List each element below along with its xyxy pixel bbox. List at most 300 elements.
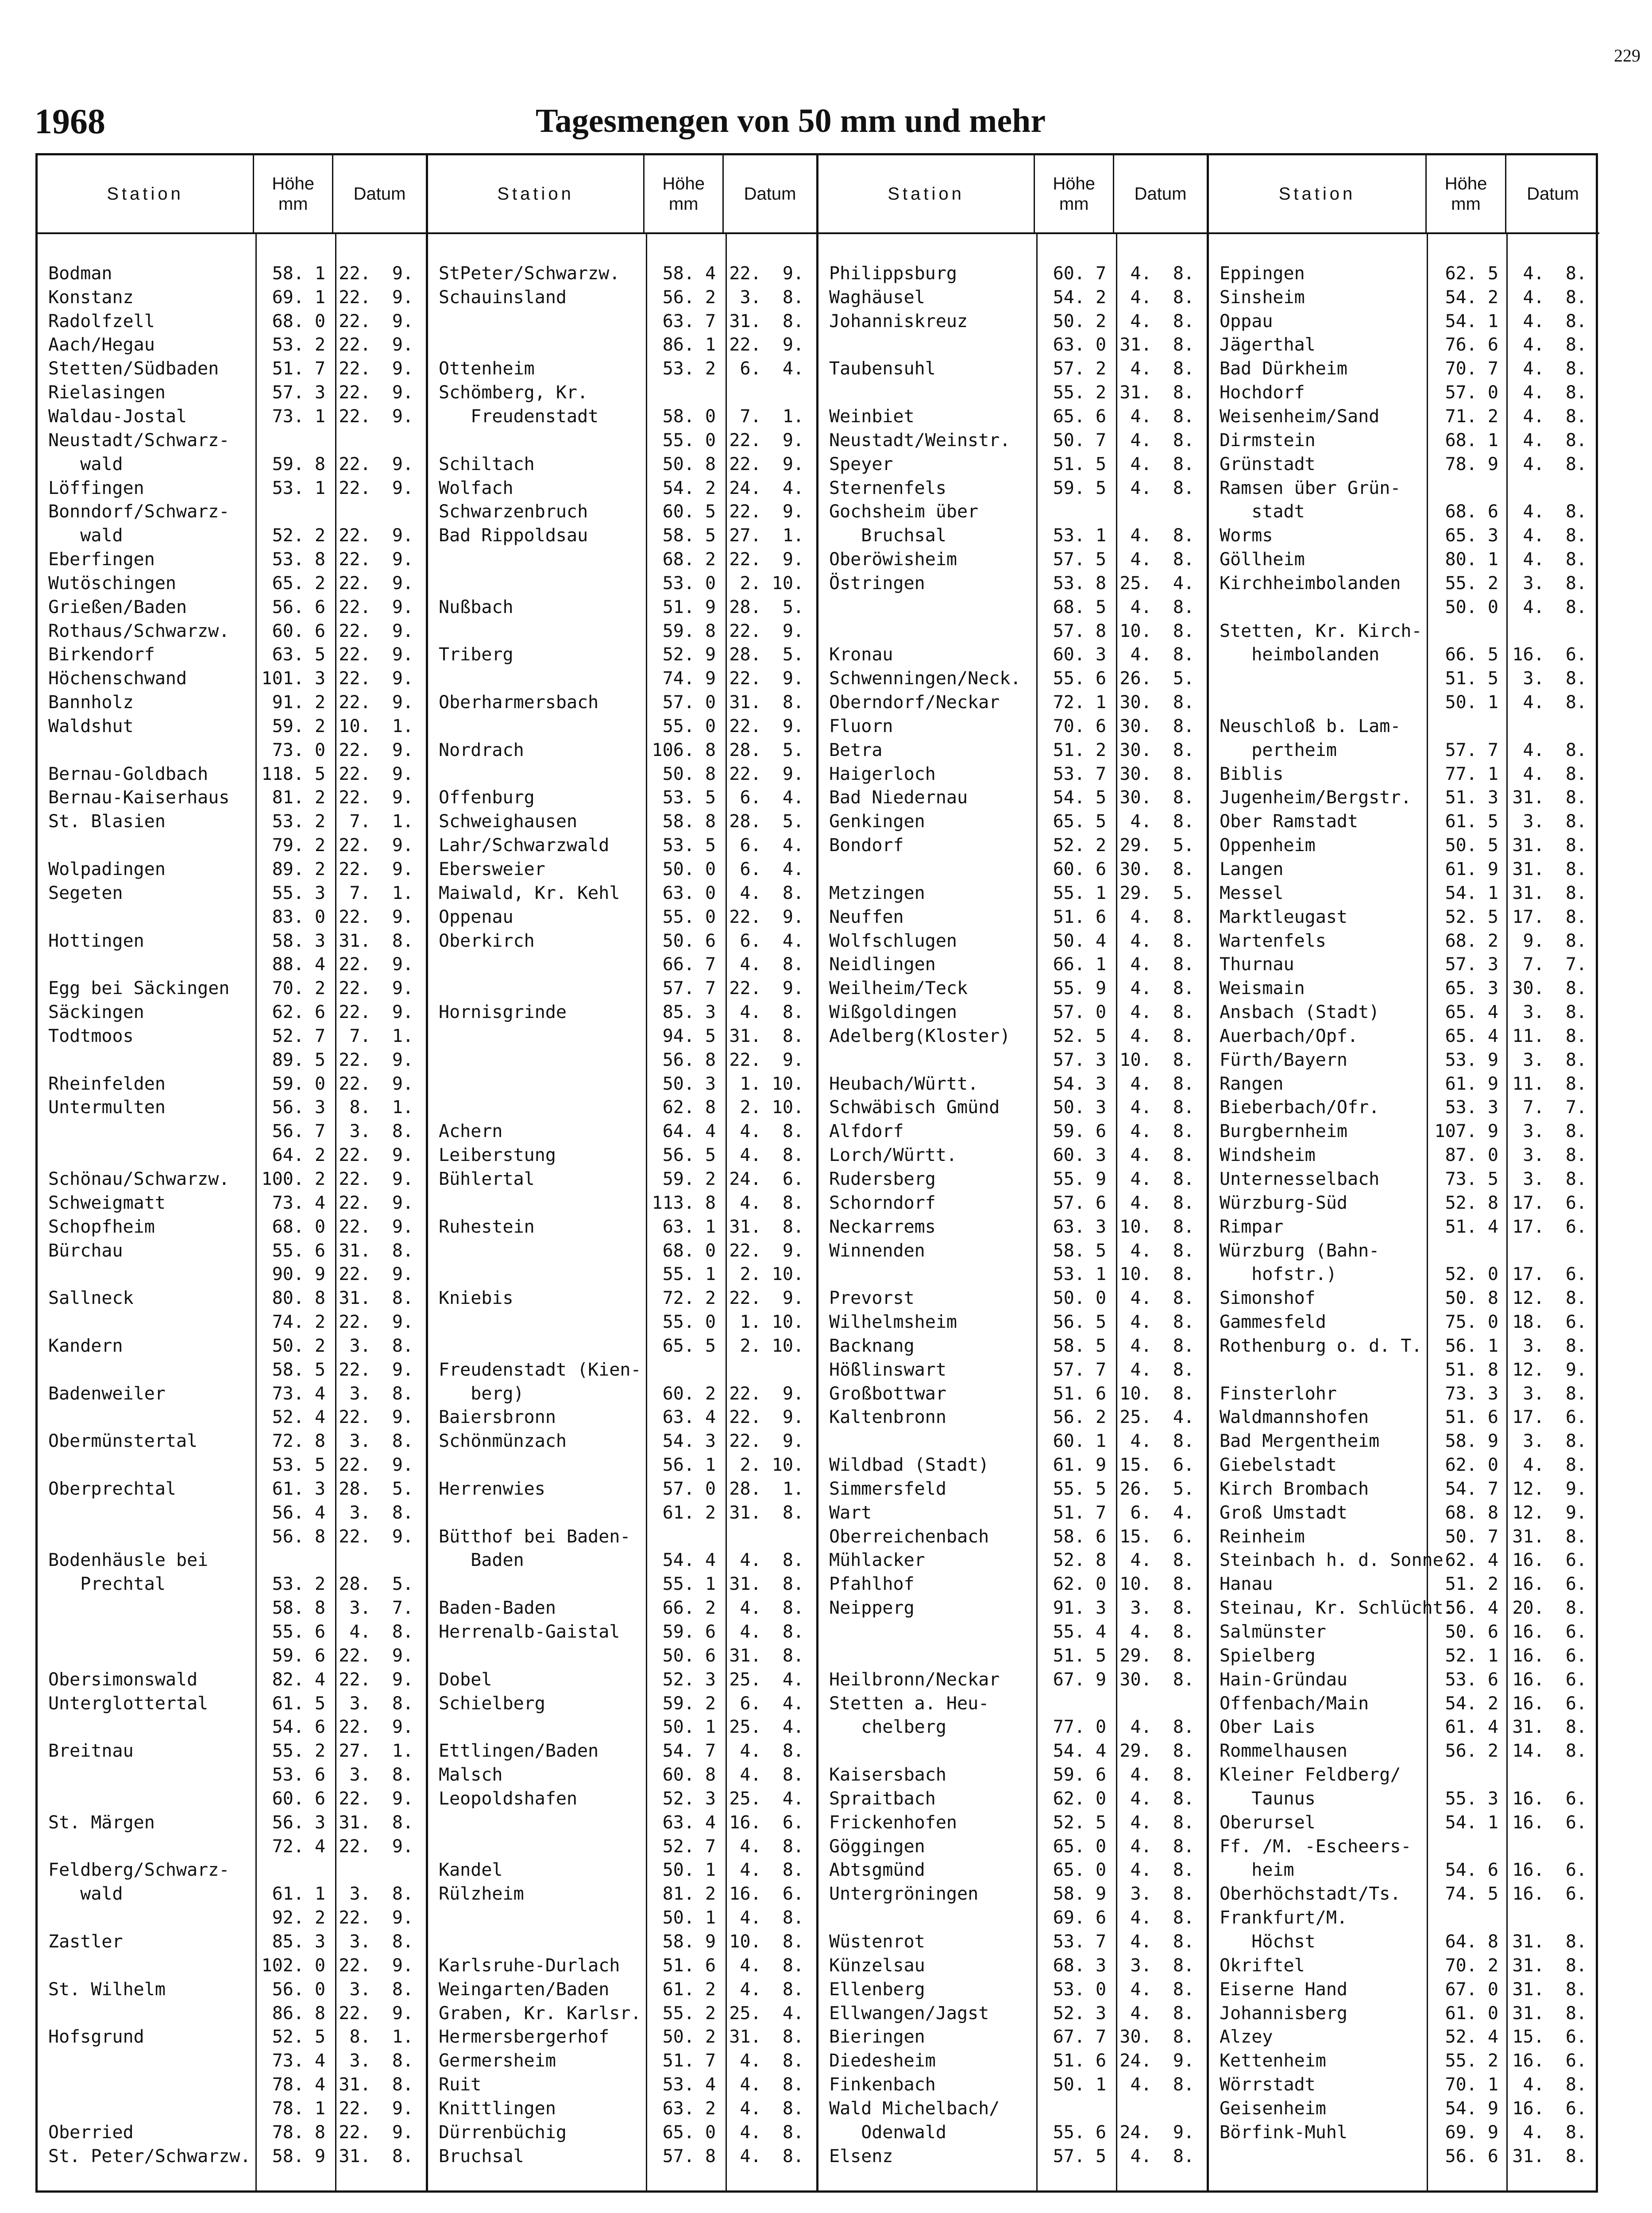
station-name: Simmersfeld bbox=[829, 1478, 946, 1499]
station-name: heim bbox=[1220, 1860, 1294, 1881]
station-name: Maiwald, Kr. Kehl bbox=[439, 883, 620, 903]
date: 4. 8. bbox=[1130, 263, 1194, 284]
table-row bbox=[1209, 1715, 1599, 1739]
height-mm: 72. 2 bbox=[662, 1288, 716, 1309]
date: 22. 9. bbox=[339, 263, 413, 284]
date: 28. 5. bbox=[729, 644, 804, 665]
table-row bbox=[818, 1143, 1207, 1167]
date: 31. 8. bbox=[1512, 1979, 1587, 2000]
station-name: Oberhöchstadt/Ts. bbox=[1220, 1884, 1401, 1905]
height-mm: 58. 5 bbox=[662, 525, 716, 546]
table-row bbox=[1209, 1024, 1599, 1048]
date: 10. 1. bbox=[339, 716, 413, 736]
date: 22. 9. bbox=[729, 1407, 804, 1428]
date: 30. 8. bbox=[1119, 2027, 1194, 2047]
date: 4. 8. bbox=[1130, 1908, 1194, 1928]
date: 4. 8. bbox=[1130, 430, 1194, 451]
table-row bbox=[1209, 1048, 1599, 1072]
table-row bbox=[428, 1406, 816, 1430]
station-name: Hain-Gründau bbox=[1220, 1669, 1347, 1690]
date: 9. 8. bbox=[1523, 930, 1587, 951]
date: 4. 8. bbox=[1130, 1788, 1194, 1809]
station-name: Ansbach (Stadt) bbox=[1220, 1002, 1380, 1023]
date: 4. 8. bbox=[1130, 1097, 1194, 1118]
date: 4. 8. bbox=[740, 1765, 804, 1785]
date: 26. 5. bbox=[1119, 1478, 1194, 1499]
height-mm: 55. 1 bbox=[1053, 883, 1107, 903]
station-name: Backnang bbox=[829, 1335, 915, 1356]
table-row bbox=[38, 881, 426, 905]
table-row bbox=[1209, 309, 1599, 333]
table-row bbox=[818, 285, 1207, 309]
table-row bbox=[38, 738, 426, 762]
height-mm: 57. 0 bbox=[1445, 382, 1498, 403]
date: 31. 8. bbox=[339, 1812, 413, 1833]
height-mm: 63. 5 bbox=[272, 644, 326, 665]
date: 4. 8. bbox=[1130, 1145, 1194, 1166]
height-mm: 53. 5 bbox=[662, 835, 716, 856]
station-name: Diedesheim bbox=[829, 2051, 936, 2071]
table-row bbox=[38, 1096, 426, 1120]
height-mm: 69. 6 bbox=[1053, 1908, 1107, 1928]
date: 29. 5. bbox=[1119, 883, 1194, 903]
station-name: St. Märgen bbox=[48, 1812, 155, 1833]
height-mm: 67. 7 bbox=[1053, 2027, 1107, 2047]
table-row bbox=[38, 833, 426, 857]
table-row bbox=[38, 2144, 426, 2168]
height-mm: 50. 1 bbox=[662, 1908, 716, 1928]
station-name: Eiserne Hand bbox=[1220, 1979, 1347, 2000]
table-row bbox=[1209, 333, 1599, 357]
station-name: Weingarten/Baden bbox=[439, 1979, 610, 2000]
date: 4. 8. bbox=[1130, 1312, 1194, 1333]
station-name: Säckingen bbox=[48, 1002, 144, 1023]
table-row bbox=[818, 571, 1207, 595]
table-row bbox=[428, 1596, 816, 1620]
date: 22. 9. bbox=[339, 1788, 413, 1809]
height-mm: 52. 5 bbox=[1445, 906, 1498, 927]
table-row bbox=[428, 2073, 816, 2097]
station-name: Kleiner Feldberg/ bbox=[1220, 1765, 1401, 1785]
height-mm: 65. 6 bbox=[1053, 406, 1107, 427]
height-mm: 73. 1 bbox=[272, 406, 326, 427]
table-row bbox=[1209, 667, 1599, 690]
height-mm: 59. 8 bbox=[272, 454, 326, 474]
date: 4. 8. bbox=[1130, 644, 1194, 665]
date: 4. 8. bbox=[1523, 763, 1587, 784]
height-mm: 65. 3 bbox=[1445, 978, 1498, 999]
table-row bbox=[428, 833, 816, 857]
table-row bbox=[428, 1167, 816, 1191]
station-name: St. Blasien bbox=[48, 811, 166, 832]
height-mm: 58. 9 bbox=[1445, 1431, 1498, 1452]
table-row bbox=[1209, 571, 1599, 595]
height-mm: 86. 1 bbox=[662, 335, 716, 355]
table-row bbox=[428, 881, 816, 905]
table-row bbox=[38, 405, 426, 428]
date: 22. 9. bbox=[339, 1955, 413, 1976]
height-mm: 61. 5 bbox=[1445, 811, 1498, 832]
table-row bbox=[428, 976, 816, 1000]
height-mm: 54. 9 bbox=[1445, 2098, 1498, 2119]
header-hoehe-label: Höhe bbox=[1053, 174, 1095, 193]
table-row bbox=[428, 2144, 816, 2168]
date: 3. 8. bbox=[740, 287, 804, 308]
table-row bbox=[1209, 1906, 1599, 1930]
date: 31. 8. bbox=[339, 1288, 413, 1309]
date: 31. 8. bbox=[729, 311, 804, 332]
height-mm: 118. 5 bbox=[261, 763, 326, 784]
height-mm: 53. 2 bbox=[272, 1574, 326, 1595]
table-row bbox=[1209, 1787, 1599, 1811]
height-mm: 53. 3 bbox=[1445, 1097, 1498, 1118]
station-name: Bruchsal bbox=[439, 2146, 524, 2167]
date: 4. 8. bbox=[1130, 478, 1194, 498]
station-name: Sternenfels bbox=[829, 478, 946, 498]
station-name: Untergröningen bbox=[829, 1884, 979, 1905]
table-row bbox=[428, 524, 816, 547]
date: 3. 8. bbox=[1523, 1168, 1587, 1189]
table-row bbox=[818, 1072, 1207, 1096]
station-name: Nordrach bbox=[439, 740, 524, 760]
table-row bbox=[428, 1501, 816, 1525]
date: 31. 8. bbox=[339, 930, 413, 951]
station-name: Oppenheim bbox=[1220, 835, 1316, 856]
station-name: Neidlingen bbox=[829, 954, 936, 975]
station-name: Gochsheim über bbox=[829, 501, 979, 522]
height-mm: 81. 2 bbox=[272, 787, 326, 808]
table-row bbox=[818, 833, 1207, 857]
date: 12. 9. bbox=[1512, 1359, 1587, 1380]
station-name: Kettenheim bbox=[1220, 2051, 1326, 2071]
station-name: Kronau bbox=[829, 644, 893, 665]
height-mm: 74. 2 bbox=[272, 1312, 326, 1333]
station-name: Breitnau bbox=[48, 1741, 134, 1762]
date: 4. 8. bbox=[1130, 1979, 1194, 2000]
height-mm: 63. 7 bbox=[662, 311, 716, 332]
height-mm: 62. 8 bbox=[662, 1097, 716, 1118]
table-row bbox=[38, 643, 426, 667]
date: 6. 4. bbox=[740, 859, 804, 880]
date: 4. 8. bbox=[1130, 1836, 1194, 1857]
date: 22. 9. bbox=[339, 2122, 413, 2143]
station-name: Wolpadingen bbox=[48, 859, 166, 880]
date: 31. 8. bbox=[1512, 1526, 1587, 1547]
station-name: Neipperg bbox=[829, 1598, 915, 1619]
date: 22. 9. bbox=[339, 359, 413, 379]
height-mm: 64. 8 bbox=[1445, 1931, 1498, 1952]
table-row bbox=[1209, 1429, 1599, 1453]
date: 16. 6. bbox=[1512, 1788, 1587, 1809]
height-mm: 60. 6 bbox=[272, 621, 326, 641]
height-mm: 55. 9 bbox=[1053, 1168, 1107, 1189]
station-name: Todtmoos bbox=[48, 1026, 134, 1046]
date: 22. 9. bbox=[729, 1240, 804, 1261]
station-name: Oberreichenbach bbox=[829, 1526, 989, 1547]
date: 3. 8. bbox=[1523, 1335, 1587, 1356]
table-row bbox=[428, 762, 816, 786]
station-name: Konstanz bbox=[48, 287, 134, 308]
date: 4. 8. bbox=[740, 2122, 804, 2143]
date: 30. 8. bbox=[1119, 692, 1194, 713]
station-name: Kirch Brombach bbox=[1220, 1478, 1369, 1499]
station-name: Schweigmatt bbox=[48, 1192, 166, 1213]
date: 3. 8. bbox=[349, 1383, 413, 1404]
height-mm: 50. 1 bbox=[662, 1717, 716, 1738]
date: 4. 8. bbox=[1130, 597, 1194, 617]
height-mm: 113. 8 bbox=[652, 1192, 716, 1213]
date: 16. 6. bbox=[1512, 1622, 1587, 1642]
header-hoehe-label: Höhe bbox=[662, 174, 705, 193]
height-mm: 51. 7 bbox=[1053, 1502, 1107, 1523]
height-mm: 65. 0 bbox=[1053, 1860, 1107, 1881]
date: 4. 8. bbox=[740, 1908, 804, 1928]
date: 4. 8. bbox=[1130, 1431, 1194, 1452]
station-name: Simonshof bbox=[1220, 1288, 1316, 1309]
date: 4. 8. bbox=[740, 1741, 804, 1762]
header-datum: Datum bbox=[353, 184, 406, 204]
table-row bbox=[38, 547, 426, 571]
date: 3. 8. bbox=[349, 1765, 413, 1785]
table-row bbox=[428, 1382, 816, 1406]
date: 4. 8. bbox=[740, 2146, 804, 2167]
height-mm: 60. 6 bbox=[1053, 859, 1107, 880]
height-mm: 57. 0 bbox=[1053, 1002, 1107, 1023]
station-name: Kirchheimbolanden bbox=[1220, 573, 1401, 594]
height-mm: 75. 0 bbox=[1445, 1312, 1498, 1333]
table-row bbox=[38, 262, 426, 285]
table-row bbox=[38, 1072, 426, 1096]
station-name: Ramsen über Grün- bbox=[1220, 478, 1401, 498]
date: 16. 6. bbox=[1512, 2051, 1587, 2071]
table-row bbox=[38, 476, 426, 500]
date: 4. 8. bbox=[740, 1955, 804, 1976]
station-name: Auerbach/Opf. bbox=[1220, 1026, 1359, 1046]
header-station: Station bbox=[818, 155, 1035, 232]
height-mm: 55. 2 bbox=[272, 1741, 326, 1762]
table-row bbox=[818, 1668, 1207, 1692]
station-name: Rommelhausen bbox=[1220, 1741, 1347, 1762]
station-name: Waghäusel bbox=[829, 287, 925, 308]
date: 4. 8. bbox=[1130, 1765, 1194, 1785]
station-name: Zastler bbox=[48, 1931, 123, 1952]
date: 11. 8. bbox=[1512, 1026, 1587, 1046]
table-row bbox=[428, 333, 816, 357]
table-row bbox=[38, 1978, 426, 2001]
date: 16. 6. bbox=[1512, 1812, 1587, 1833]
station-name: Windsheim bbox=[1220, 1145, 1316, 1166]
height-mm: 59. 6 bbox=[1053, 1765, 1107, 1785]
station-name: Gammesfeld bbox=[1220, 1312, 1326, 1333]
table-row bbox=[38, 810, 426, 833]
date: 1. 10. bbox=[740, 1312, 804, 1333]
station-name: Oberursel bbox=[1220, 1812, 1316, 1833]
date: 4. 8. bbox=[1130, 454, 1194, 474]
table-row bbox=[1209, 1072, 1599, 1096]
station-name: Würzburg-Süd bbox=[1220, 1192, 1347, 1213]
date: 3. 8. bbox=[1523, 1002, 1587, 1023]
table-row bbox=[428, 357, 816, 381]
table-row bbox=[38, 1668, 426, 1692]
table-row bbox=[818, 1954, 1207, 1978]
table-row bbox=[818, 881, 1207, 905]
table-row bbox=[1209, 905, 1599, 929]
station-name: Ellenberg bbox=[829, 1979, 925, 2000]
table-row bbox=[428, 1477, 816, 1501]
height-mm: 56. 1 bbox=[1445, 1335, 1498, 1356]
height-mm: 54. 2 bbox=[1445, 287, 1498, 308]
station-name: Rangen bbox=[1220, 1073, 1284, 1094]
date: 30. 8. bbox=[1512, 978, 1587, 999]
table-row bbox=[428, 1024, 816, 1048]
height-mm: 58. 1 bbox=[272, 263, 326, 284]
table-row bbox=[1209, 1453, 1599, 1477]
date: 31. 8. bbox=[729, 1574, 804, 1595]
table-row bbox=[428, 1668, 816, 1692]
date: 16. 6. bbox=[1512, 1550, 1587, 1571]
height-mm: 74. 9 bbox=[662, 668, 716, 689]
date: 4. 8. bbox=[1130, 1026, 1194, 1046]
date: 22. 9. bbox=[729, 978, 804, 999]
table-row bbox=[38, 1310, 426, 1334]
date: 4. 8. bbox=[1523, 382, 1587, 403]
table-row bbox=[428, 1835, 816, 1858]
table-row bbox=[1209, 2073, 1599, 2097]
table-row bbox=[428, 405, 816, 428]
height-mm: 60. 3 bbox=[1053, 644, 1107, 665]
station-name: Oppau bbox=[1220, 311, 1273, 332]
column-body bbox=[1209, 234, 1599, 2190]
height-mm: 64. 2 bbox=[272, 1145, 326, 1166]
station-name: Hottingen bbox=[48, 930, 144, 951]
date: 3. 8. bbox=[1523, 811, 1587, 832]
header-datum: Datum bbox=[744, 184, 796, 204]
table-row bbox=[1209, 1000, 1599, 1024]
height-mm: 57. 7 bbox=[1053, 1359, 1107, 1380]
date: 22. 9. bbox=[729, 668, 804, 689]
table-row bbox=[818, 857, 1207, 881]
date: 22. 9. bbox=[339, 573, 413, 594]
date: 4. 8. bbox=[740, 1121, 804, 1142]
station-name: Ruit bbox=[439, 2074, 482, 2095]
date: 22. 9. bbox=[339, 978, 413, 999]
height-mm: 52. 1 bbox=[1445, 1645, 1498, 1666]
height-mm: 101. 3 bbox=[261, 668, 326, 689]
date: 17. 6. bbox=[1512, 1192, 1587, 1213]
table-row bbox=[1209, 547, 1599, 571]
date: 4. 8. bbox=[1523, 287, 1587, 308]
height-mm: 50. 2 bbox=[1053, 311, 1107, 332]
station-name: Genkingen bbox=[829, 811, 925, 832]
height-mm: 54. 1 bbox=[1445, 1812, 1498, 1833]
date: 4. 8. bbox=[1130, 1717, 1194, 1738]
table-row bbox=[38, 333, 426, 357]
height-mm: 63. 4 bbox=[662, 1812, 716, 1833]
date: 17. 6. bbox=[1512, 1216, 1587, 1237]
height-mm: 54. 2 bbox=[1053, 287, 1107, 308]
date: 22. 9. bbox=[339, 954, 413, 975]
height-mm: 72. 8 bbox=[272, 1431, 326, 1452]
height-mm: 55. 3 bbox=[272, 883, 326, 903]
height-mm: 61. 5 bbox=[272, 1693, 326, 1714]
date: 4. 8. bbox=[1130, 906, 1194, 927]
table-row bbox=[38, 1143, 426, 1167]
table-row bbox=[38, 1644, 426, 1668]
date: 22. 9. bbox=[729, 1431, 804, 1452]
station-name: Ottenheim bbox=[439, 359, 535, 379]
station-name: StPeter/Schwarzw. bbox=[439, 263, 620, 284]
station-name: Bühlertal bbox=[439, 1168, 535, 1189]
date: 22. 9. bbox=[339, 1908, 413, 1928]
height-mm: 52. 4 bbox=[1445, 2027, 1498, 2047]
date: 30. 8. bbox=[1119, 1669, 1194, 1690]
height-mm: 53. 2 bbox=[272, 811, 326, 832]
date: 4. 8. bbox=[1130, 1812, 1194, 1833]
table-row bbox=[428, 285, 816, 309]
height-mm: 54. 7 bbox=[1445, 1478, 1498, 1499]
height-mm: 56. 3 bbox=[272, 1097, 326, 1118]
table-row bbox=[428, 619, 816, 643]
date: 22. 9. bbox=[339, 406, 413, 427]
column-body bbox=[818, 234, 1207, 2190]
station-name: Taubensuhl bbox=[829, 359, 936, 379]
table-row bbox=[38, 952, 426, 976]
date: 22. 9. bbox=[339, 740, 413, 760]
station-name: Taunus bbox=[1220, 1788, 1316, 1809]
date: 28. 5. bbox=[339, 1478, 413, 1499]
height-mm: 56. 2 bbox=[1445, 1741, 1498, 1762]
height-mm: 71. 2 bbox=[1445, 406, 1498, 427]
table-row bbox=[38, 1549, 426, 1573]
height-mm: 107. 9 bbox=[1434, 1121, 1498, 1142]
height-mm: 50. 7 bbox=[1445, 1526, 1498, 1547]
height-mm: 53. 1 bbox=[272, 478, 326, 498]
station-name: Hofsgrund bbox=[48, 2027, 144, 2047]
date: 3. 8. bbox=[349, 1431, 413, 1452]
height-mm: 58. 0 bbox=[662, 406, 716, 427]
date: 4. 8. bbox=[740, 1192, 804, 1213]
height-mm: 61. 9 bbox=[1445, 1073, 1498, 1094]
station-name: Heubach/Württ. bbox=[829, 1073, 979, 1094]
table-row bbox=[38, 2120, 426, 2144]
station-name: Untermulten bbox=[48, 1097, 166, 1118]
table-row bbox=[818, 1215, 1207, 1239]
table-row bbox=[818, 1930, 1207, 1954]
table-row bbox=[1209, 1739, 1599, 1763]
table-row bbox=[428, 428, 816, 452]
height-mm: 63. 0 bbox=[1053, 335, 1107, 355]
date: 4. 8. bbox=[1523, 359, 1587, 379]
height-mm: 53. 5 bbox=[662, 787, 716, 808]
station-name: Wart bbox=[829, 1502, 872, 1523]
column-header bbox=[818, 155, 1207, 234]
station-name: Jugenheim/Bergstr. bbox=[1220, 787, 1412, 808]
height-mm: 91. 3 bbox=[1053, 1598, 1107, 1619]
date: 22. 9. bbox=[729, 906, 804, 927]
table-row bbox=[38, 1596, 426, 1620]
station-name: Schopfheim bbox=[48, 1216, 155, 1237]
table-row bbox=[38, 1811, 426, 1835]
date: 4. 8. bbox=[1130, 1240, 1194, 1261]
height-mm: 53. 9 bbox=[1445, 1049, 1498, 1070]
table-row bbox=[818, 1358, 1207, 1382]
date: 29. 8. bbox=[1119, 1741, 1194, 1762]
height-mm: 65. 0 bbox=[1053, 1836, 1107, 1857]
station-name: Hochdorf bbox=[1220, 382, 1305, 403]
station-name: Hößlinswart bbox=[829, 1359, 946, 1380]
height-mm: 58. 9 bbox=[662, 1931, 716, 1952]
station-name: Finsterlohr bbox=[1220, 1383, 1337, 1404]
